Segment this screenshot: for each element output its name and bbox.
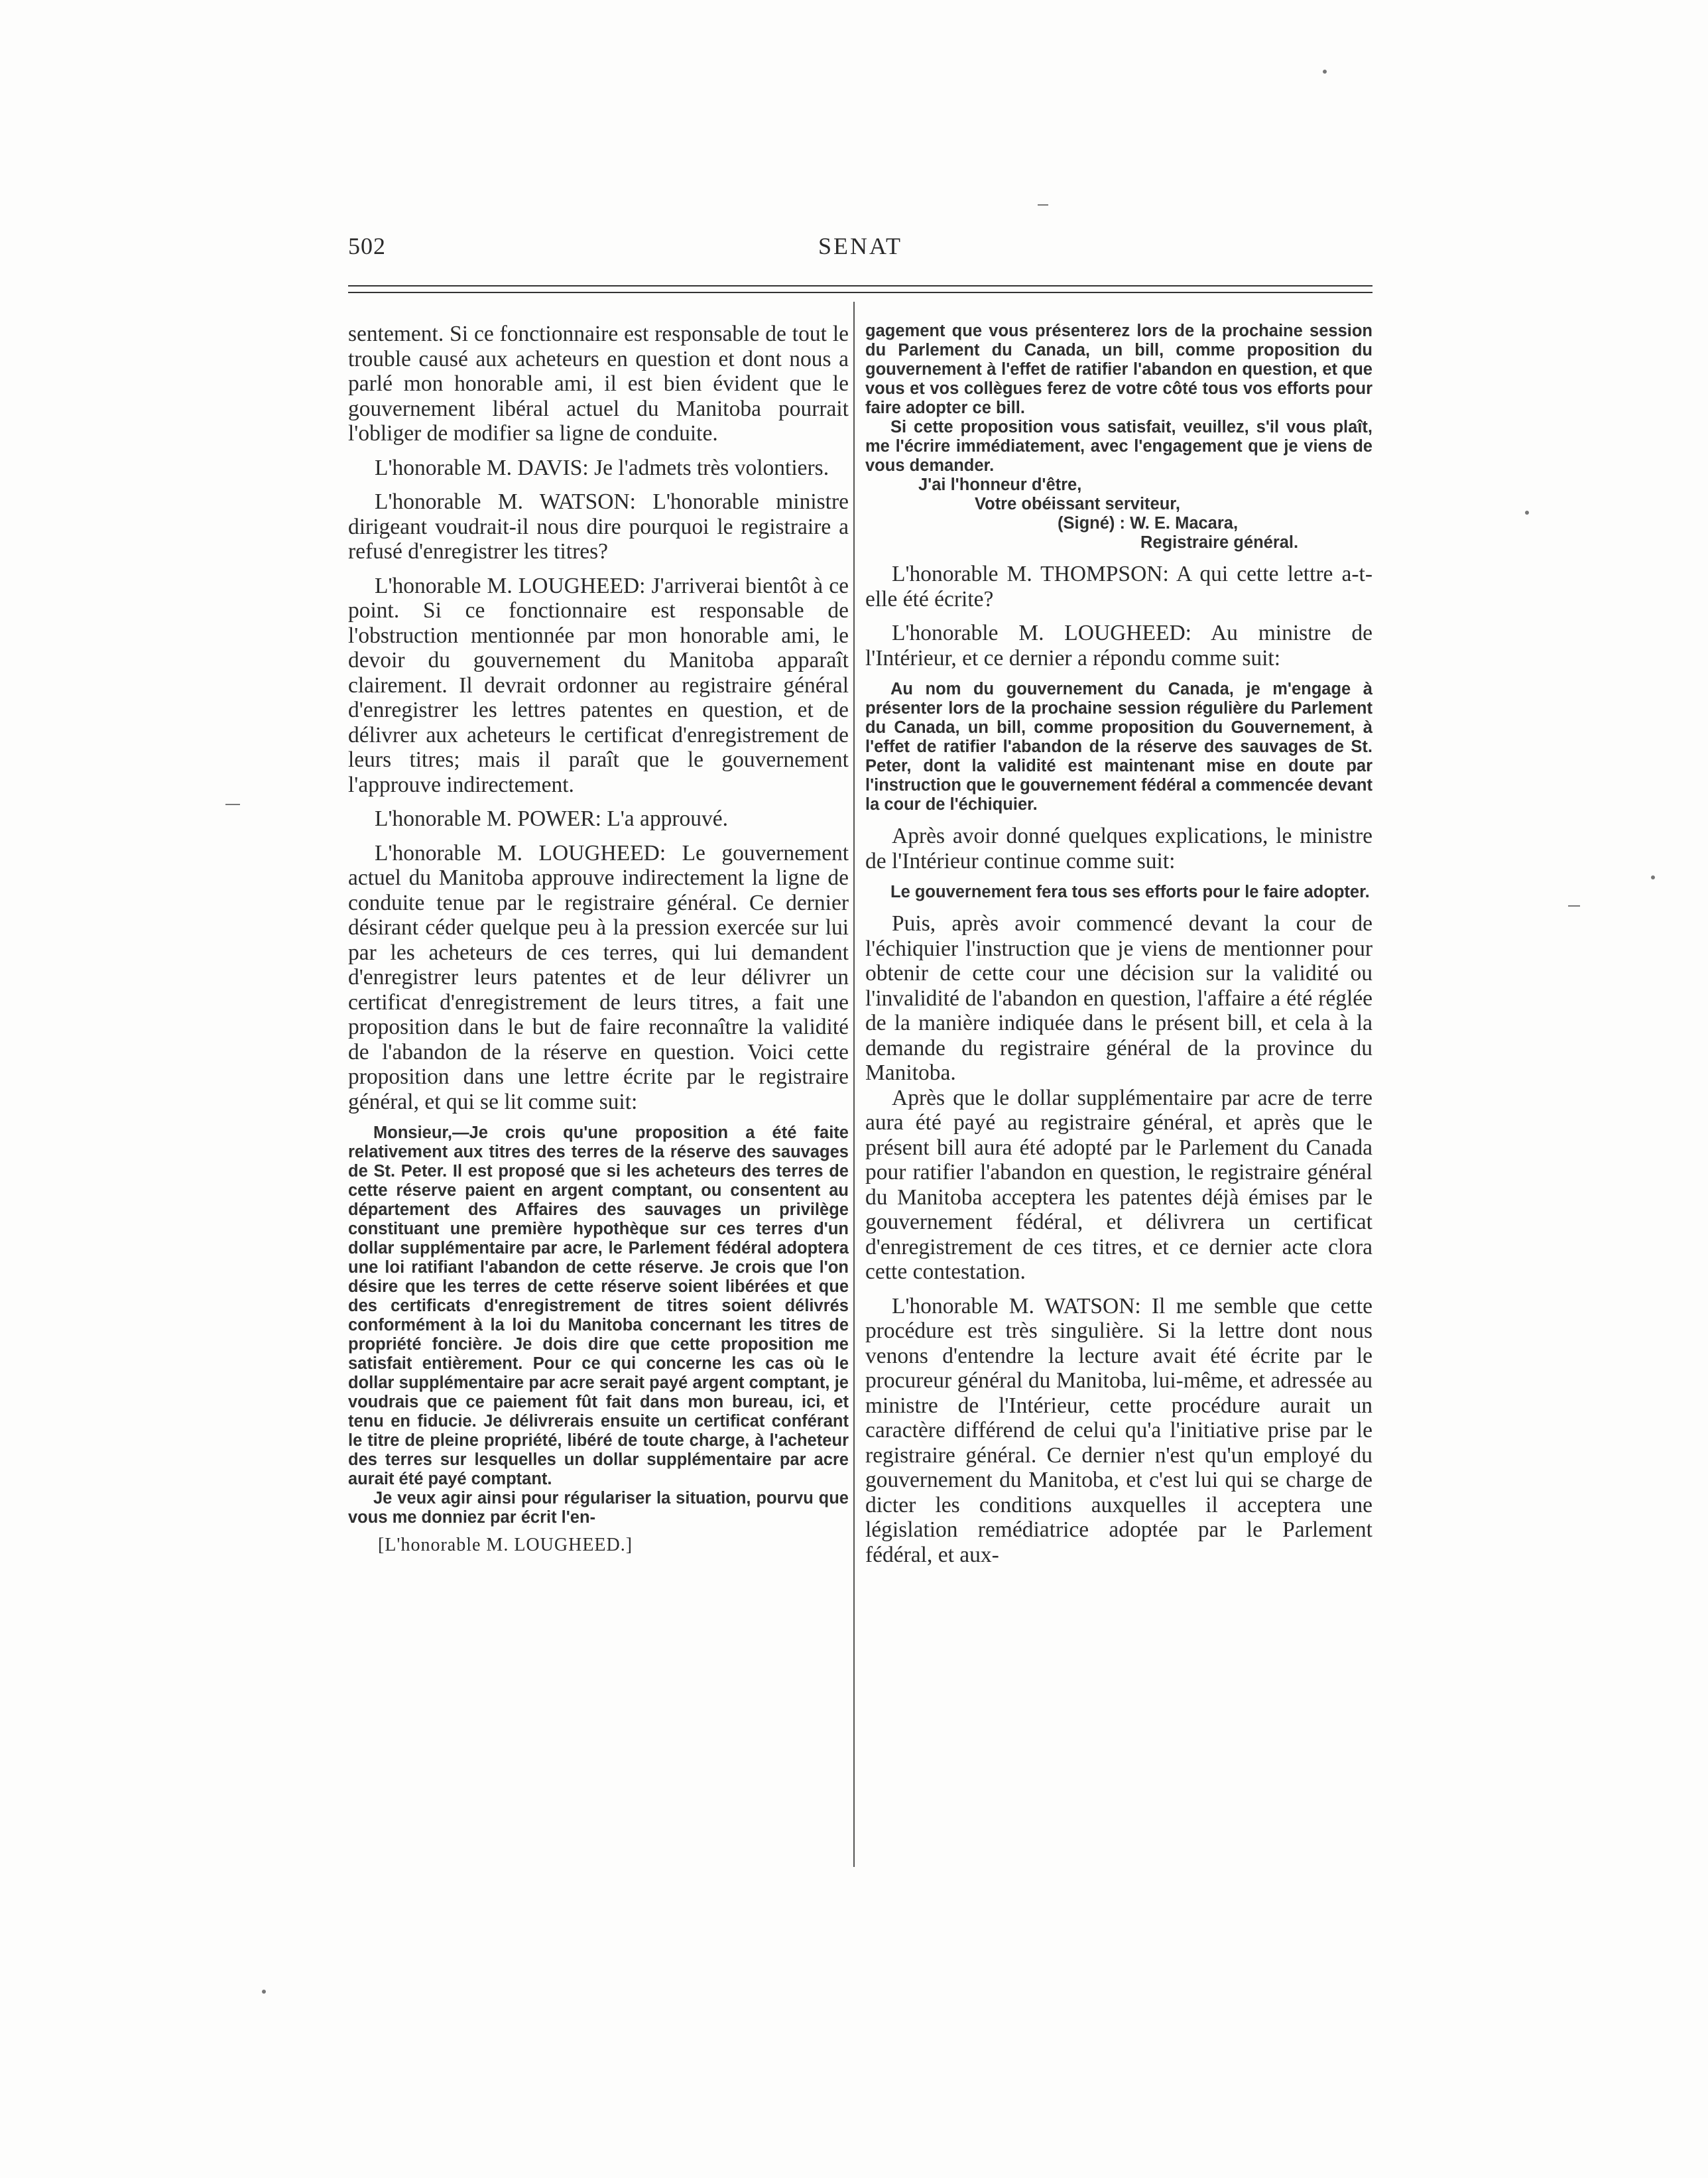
scan-speck xyxy=(262,1990,266,1994)
speech-davis: L'honorable M. DAVIS: Je l'admets très volontiers. xyxy=(375,455,829,480)
speech-lougheed: L'honorable M. LOUGHEED: Le gouvernement actuel du Manitoba approuve indirectement la ligne de conduite tenue par le registraire général. Ce dernier désirant céder quelque peu à la pression exercée sur lui par les acheteurs de ces terres, qui lui demandent d'enregistrer leurs patentes et de leur délivrer un certificat d'enregistrement de leurs titres, a fait une proposition dans le but de faire reconnaître la validité de l'abandon de la réserve en question. Voici cette proposition dans une lettre écrite par le registraire général, et qui se lit comme suit: xyxy=(348,840,849,1114)
speech-power: L'honorable M. POWER: L'a approuvé. xyxy=(375,806,729,831)
quoted-letter: gagement que vous présenterez lors de la prochaine session du Parlement du Canada, un bill, comme proposition du gouvernement à l'effet de ratifier l'abandon en question, et que vous et vos collègues ferez de votre côté tous vos efforts pour faire adopter ce bill. xyxy=(865,322,1372,417)
letter-signature: (Signé) : W. E. Macara, xyxy=(1058,514,1239,533)
scan-speck xyxy=(1525,511,1529,515)
quoted-letter: Monsieur,—Je crois qu'une proposition a été faite relativement aux titres des terres de la réserve des sauvages de St. Peter. Il est proposé que si les acheteurs des terres de cette réserve paient en argent comptant, ou consentent au département des Affaires des sauvages un privilège constituant une première hypothèque sur ces terres d'un dollar supplémentaire par acre, le Parlement fédéral adoptera une loi ratifiant l'abandon de cette réserve. Je crois que l'on désire que les terres de cette réserve soient libérées et que des certificats d'enregistrement de titres soient délivrés conformément à la loi du Manitoba concernant les titres de propriété foncière. Je dois dire que cette proposition me satisfait entièrement. Pour ce qui concerne les cas où le dollar supplémentaire par acre serait payé argent comptant, je voudrais que ce paiement fût fait dans mon bureau, ici, et tenu en fiducie. Je délivrerais ensuite un certificat conférant le titre de pleine propriété, libéré de toute charge, à l'acheteur des terres sur lesquelles un dollar supplémentaire par acre aurait été payé comptant. xyxy=(348,1123,849,1488)
speech-watson: L'honorable M. WATSON: L'honorable ministre dirigeant voudrait-il nous dire pourquoi le registraire a refusé d'enregistrer les titres? xyxy=(348,489,849,564)
page-header xyxy=(348,232,1372,272)
left-column xyxy=(348,322,849,1557)
scan-mark xyxy=(1038,204,1048,206)
header-rules xyxy=(348,285,1372,298)
speech-watson: L'honorable M. WATSON: Il me semble que cette procédure est très singulière. Si la lettre dont nous venons d'entendre la lecture avait été écrite par le procureur général du Manitoba, lui-même, et adressée au ministre de l'Intérieur, cette procédure aurait un caractère différend de celui qu'a l'initiative prise par le registraire général. Ce dernier n'est qu'un employé du gouvernement du Manitoba, et c'est lui qui se charge de dicter les conditions auxquelles il acceptera une législation remédiatrice adoptée par le Parlement fédéral, et aux- xyxy=(865,1293,1372,1567)
quoted-reply: Au nom du gouvernement du Canada, je m'engage à présenter lors de la prochaine session régulière du Parlement du Canada, un bill, comme proposition du Gouvernement, à l'effet de ratifier l'abandon de la réserve des sauvages de St. Peter, dont la validité est maintenant mise en doute par l'instruction que le gouvernement fédéral a commencée devant la cour de l'échiquier. xyxy=(865,680,1372,814)
paragraph: Puis, après avoir commencé devant la cour de l'échiquier l'instruction que je viens de mentionner pour obtenir de cette cour une décision sur la validité ou l'invalidité de l'abandon en question, l'affaire a été réglée de la manière indiquée dans le présent bill, et cela à la demande du registraire général de la province du Manitoba. xyxy=(865,911,1372,1085)
running-title: SENAT xyxy=(818,233,902,259)
column-divider xyxy=(853,302,855,1867)
speaker-attribution: [L'honorable M. LOUGHEED.] xyxy=(378,1535,633,1555)
scan-mark xyxy=(1568,905,1580,907)
quoted-letter: Si cette proposition vous satisfait, veuillez, s'il vous plaît, me l'écrire immédiatement, avec l'engagement que je viens de vous demander. xyxy=(865,418,1372,475)
speech-thompson: L'honorable M. THOMPSON: A qui cette lettre a-t-elle été écrite? xyxy=(865,562,1372,611)
paragraph: Après que le dollar supplémentaire par acre de terre aura été payé au registraire général, et après que le présent bill aura été adopté par le Parlement du Canada pour ratifier l'abandon en question, le registraire général du Manitoba acceptera les patentes déjà émises par le gouvernement fédéral, et délivrera un certificat d'enregistrement de ces titres, et ce dernier acte clora cette contestation. xyxy=(865,1085,1372,1284)
scan-speck xyxy=(1651,875,1655,879)
scan-mark xyxy=(225,804,240,805)
speech-lougheed: L'honorable M. LOUGHEED: Au ministre de l'Intérieur, et ce dernier a répondu comme suit: xyxy=(865,621,1372,671)
letter-closing: Votre obéissant serviteur, xyxy=(975,495,1180,513)
header-rule-bottom xyxy=(348,292,1372,293)
paragraph: sentement. Si ce fonctionnaire est responsable de tout le trouble causé aux acheteurs en question et dont nous a parlé mon honorable ami, il est bien évident que le gouvernement libéral actuel du Manitoba pourrait l'obliger de modifier sa ligne de conduite. xyxy=(348,322,849,446)
header-rule-top xyxy=(348,285,1372,287)
letter-closing: J'ai l'honneur d'être, xyxy=(918,476,1082,494)
letter-signature-title: Registraire général. xyxy=(1140,533,1299,552)
page-number: 502 xyxy=(348,233,386,259)
quoted-letter: Je veux agir ainsi pour régulariser la situation, pourvu que vous me donniez par écrit l'en- xyxy=(348,1489,849,1527)
paragraph: Après avoir donné quelques explications, le ministre de l'Intérieur continue comme suit: xyxy=(865,824,1372,873)
scan-speck xyxy=(1323,70,1327,74)
speech-lougheed: L'honorable M. LOUGHEED: J'arriverai bientôt à ce point. Si ce fonctionnaire est responsable de l'obstruction mentionnée par mon honorable ami, le devoir du gouvernement du Manitoba apparaît clairement. Il devrait ordonner au registraire général d'enregistrer les lettres patentes en question, et de délivrer aux acheteurs le certificat d'enregistrement de leurs titres; mais il paraît que le gouvernement l'approuve indirectement. xyxy=(348,573,849,797)
right-column xyxy=(865,322,1372,1567)
quoted-reply: Le gouvernement fera tous ses efforts pour le faire adopter. xyxy=(890,883,1370,901)
